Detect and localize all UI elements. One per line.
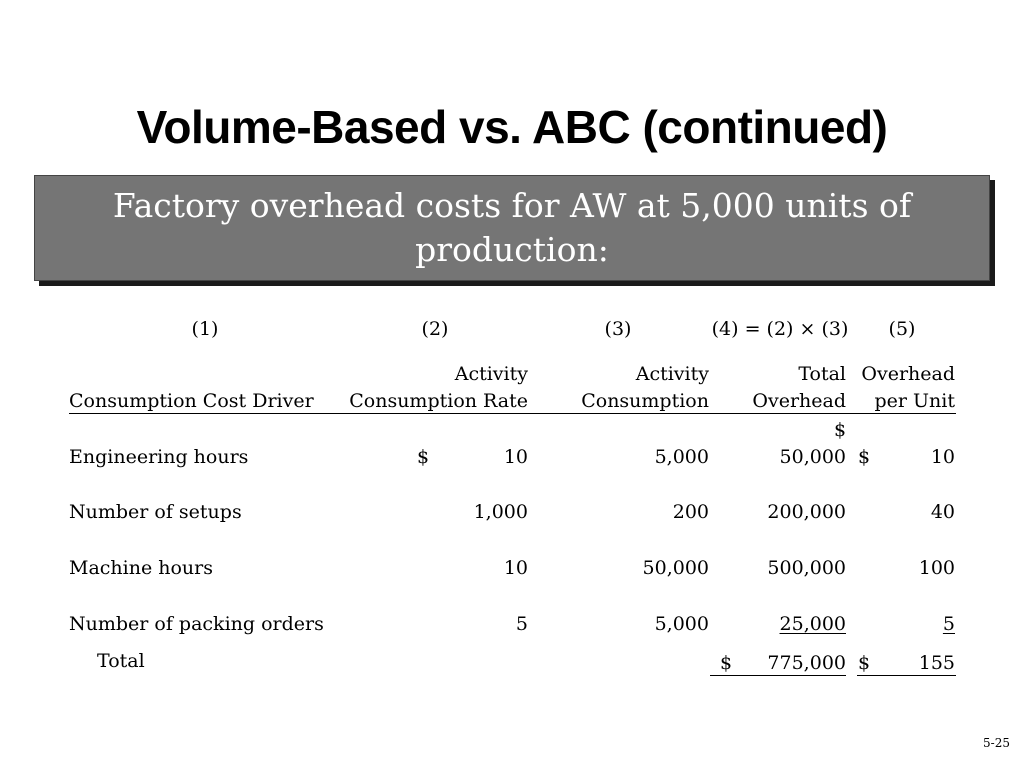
row-4-total-value: 25,000	[779, 613, 846, 635]
row-1-total-currency: $	[834, 419, 847, 441]
row-2-driver: Number of setups	[69, 501, 242, 523]
page-number: 5-25	[983, 736, 1010, 750]
row-4-rate: 5	[515, 613, 528, 635]
row-3-driver: Machine hours	[69, 557, 214, 579]
total-double-rule-2	[857, 675, 956, 676]
row-4-driver: Number of packing orders	[69, 613, 324, 635]
header-divider	[69, 413, 956, 414]
col-number-3: (3)	[604, 318, 632, 340]
row-2-total: 200,000	[767, 501, 846, 523]
subtitle-banner	[34, 175, 990, 281]
total-label: Total	[97, 650, 145, 672]
header-total-line1: Total	[798, 363, 846, 385]
total-overhead: 775,000	[767, 652, 846, 674]
row-1-consumption: 5,000	[654, 446, 709, 468]
header-per-unit-line1: Overhead	[861, 363, 955, 385]
header-rate-line1: Activity	[454, 363, 528, 385]
banner-text: Factory overhead costs for AW at 5,000 units of production:	[112, 186, 912, 269]
col-number-5: (5)	[888, 318, 916, 340]
header-driver: Consumption Cost Driver	[69, 390, 314, 412]
row-2-rate: 1,000	[473, 501, 528, 523]
header-rate-line2: Consumption Rate	[349, 390, 528, 412]
total-per-unit: 155	[918, 652, 955, 674]
row-1-rate: 10	[503, 446, 528, 468]
row-1-per-unit: 10	[930, 446, 955, 468]
row-1-total: 50,000	[779, 446, 846, 468]
header-consumption-line2: Consumption	[581, 390, 709, 412]
row-4-consumption: 5,000	[654, 613, 709, 635]
row-4-total	[740, 613, 846, 635]
total-double-rule-1	[710, 675, 846, 676]
slide-title: Volume-Based vs. ABC (continued)	[136, 101, 888, 153]
col-number-1: (1)	[191, 318, 219, 340]
row-3-total: 500,000	[767, 557, 846, 579]
total-per-unit-currency: $	[858, 652, 871, 674]
row-4-per-unit-value: 5	[942, 613, 955, 635]
total-currency: $	[720, 652, 733, 674]
row-3-consumption: 50,000	[642, 557, 709, 579]
header-per-unit-line2: per Unit	[874, 390, 955, 412]
header-total-line2: Overhead	[752, 390, 846, 412]
row-4-per-unit	[880, 613, 955, 635]
row-1-driver: Engineering hours	[69, 446, 249, 468]
row-3-per-unit: 100	[918, 557, 955, 579]
row-2-consumption: 200	[672, 501, 709, 523]
row-2-per-unit: 40	[930, 501, 955, 523]
row-1-per-unit-currency: $	[858, 446, 871, 468]
header-consumption-line1: Activity	[635, 363, 709, 385]
col-number-2: (2)	[421, 318, 449, 340]
col-number-4: (4) = (2) × (3)	[711, 318, 849, 340]
row-3-rate: 10	[503, 557, 528, 579]
row-1-rate-currency: $	[417, 446, 430, 468]
